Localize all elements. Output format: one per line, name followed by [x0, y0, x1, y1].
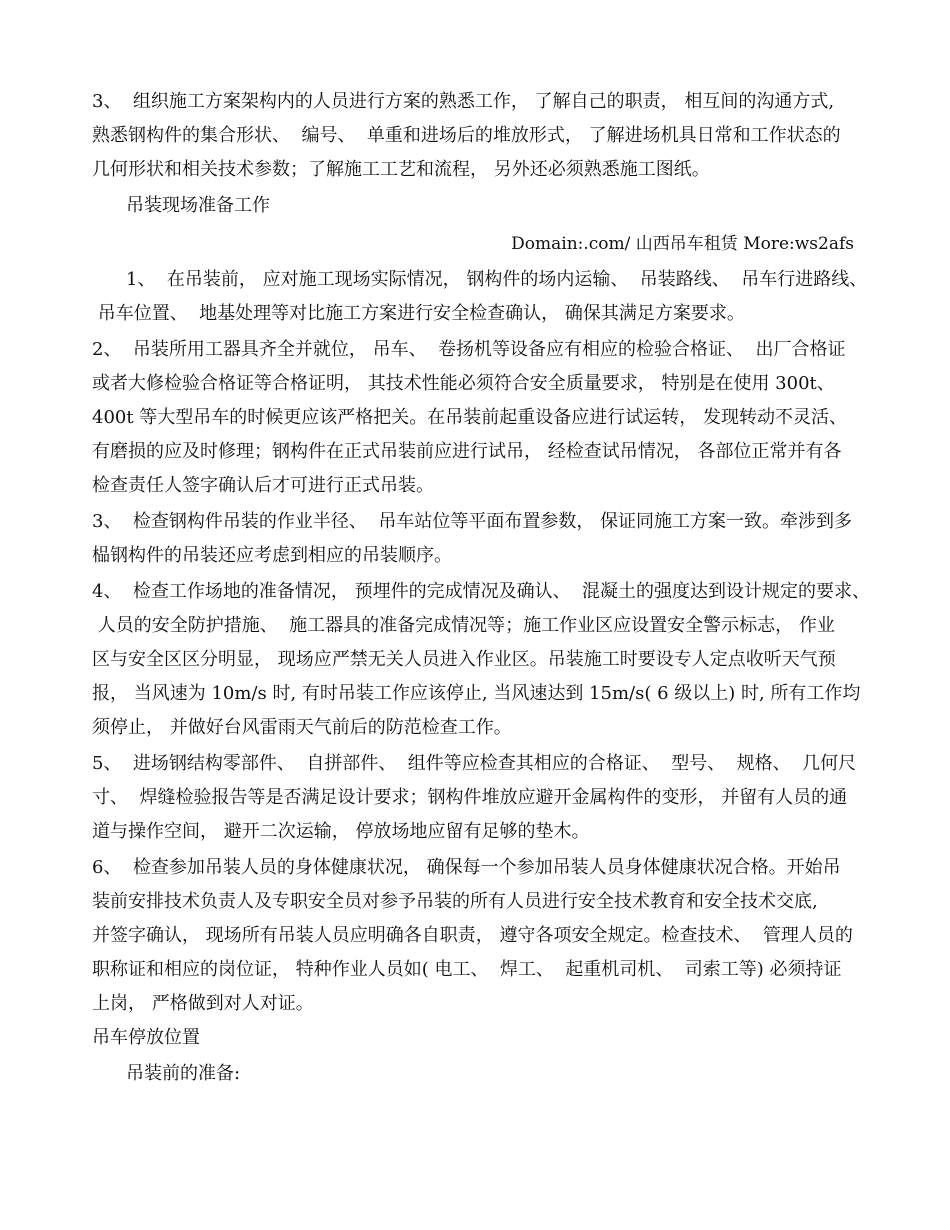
item-3-line-1: 3、 检查钢构件吊装的作业半径、 吊车站位等平面布置参数， 保证同施工方案一致。牵涉到多: [92, 511, 853, 532]
item-4-line-5: 须停止， 并做好台风雷雨天气前后的防范检查工作。: [92, 717, 512, 738]
item-4-line-1: 4、 检查工作场地的准备情况， 预埋件的完成情况及确认、 混凝土的强度达到设计规定的要求、: [92, 581, 871, 602]
item-2-line-5: 检查责任人签字确认后才可进行正式吊装。: [92, 475, 434, 496]
item-4-line-2: 人员的安全防护措施、 施工器具的准备完成情况等；施工作业区应设置安全警示标志， 作业: [92, 615, 835, 636]
section-heading-site-prep: 吊装现场准备工作: [126, 195, 270, 216]
item-6-line-5: 上岗， 严格做到对人对证。: [92, 993, 314, 1014]
para-3-line-1: 3、 组织施工方案架构内的人员进行方案的熟悉工作， 了解自己的职责， 相互间的沟通方式,: [92, 91, 835, 112]
item-5-line-1: 5、 进场钢结构零部件、 自拼部件、 组件等应检查其相应的合格证、 型号、 规格、 几何尺: [92, 753, 857, 774]
item-4-line-3: 区与安全区区分明显， 现场应严禁无关人员进入作业区。吊装施工时要设专人定点收听天气预: [92, 649, 836, 670]
item-2-line-1: 2、 吊装所用工器具齐全并就位， 吊车、 卷扬机等设备应有相应的检验合格证、 出厂合格证: [92, 339, 846, 360]
item-1-line-1: 1、 在吊装前， 应对施工现场实际情况， 钢构件的场内运输、 吊装路线、 吊车行进路线、: [126, 269, 868, 290]
section-heading-crane-parking: 吊装前的准备:: [126, 1063, 241, 1084]
item-6-line-3: 并签字确认， 现场所有吊装人员应明确各自职责， 遵守各项安全规定。检查技术、 管理人员的: [92, 925, 853, 946]
item-2-line-4: 有磨损的应及时修理；钢构件在正式吊装前应进行试吊， 经检查试吊情况， 各部位正常并有各: [92, 441, 842, 462]
item-5-line-2: 寸、 焊缝检验报告等是否满足设计要求；钢构件堆放应避开金属构件的变形， 并留有人员的通: [92, 787, 848, 808]
item-6-line-1: 6、 检查参加吊装人员的身体健康状况， 确保每一个参加吊装人员身体健康状况合格。开始吊: [92, 857, 841, 878]
item-6-line-6: 吊车停放位置: [92, 1027, 200, 1048]
item-6-line-2: 装前安排技术负责人及专职安全员对参予吊装的所有人员进行安全技术教育和安全技术交底,: [92, 891, 818, 912]
para-3-line-2: 熟悉钢构件的集合形状、 编号、 单重和进场后的堆放形式， 了解进场机具日常和工作状态的: [92, 125, 841, 146]
item-2-line-3: 400t 等大型吊车的时候更应该严格把关。在吊装前起重设备应进行试运转， 发现转动不灵活、: [92, 407, 848, 428]
item-5-line-3: 道与操作空间， 避开二次运输， 停放场地应留有足够的垫木。: [92, 821, 590, 842]
item-1-line-2: 吊车位置、 地基处理等对比施工方案进行安全检查确认， 确保其满足方案要求。: [92, 303, 745, 324]
domain-watermark: Domain:.com/ 山西吊车租赁 More:ws2afs: [511, 234, 854, 254]
item-2-line-2: 或者大修检验合格证等合格证明， 其技术性能必须符合安全质量要求， 特别是在使用 300t、: [92, 373, 835, 394]
item-6-line-4: 职称证和相应的岗位证， 特种作业人员如( 电工、 焊工、 起重机司机、 司索工等) 必须持证: [92, 959, 842, 980]
item-3-line-2: 榀钢构件的吊装还应考虑到相应的吊装顺序。: [92, 545, 452, 566]
item-4-line-4: 报， 当风速为 10m/s 时, 有时吊装工作应该停止, 当风速达到 15m/s( 6 级以上) 时, 所有工作均: [92, 683, 861, 704]
para-3-line-3: 几何形状和相关技术参数；了解施工工艺和流程， 另外还必须熟悉施工图纸。: [92, 159, 710, 180]
